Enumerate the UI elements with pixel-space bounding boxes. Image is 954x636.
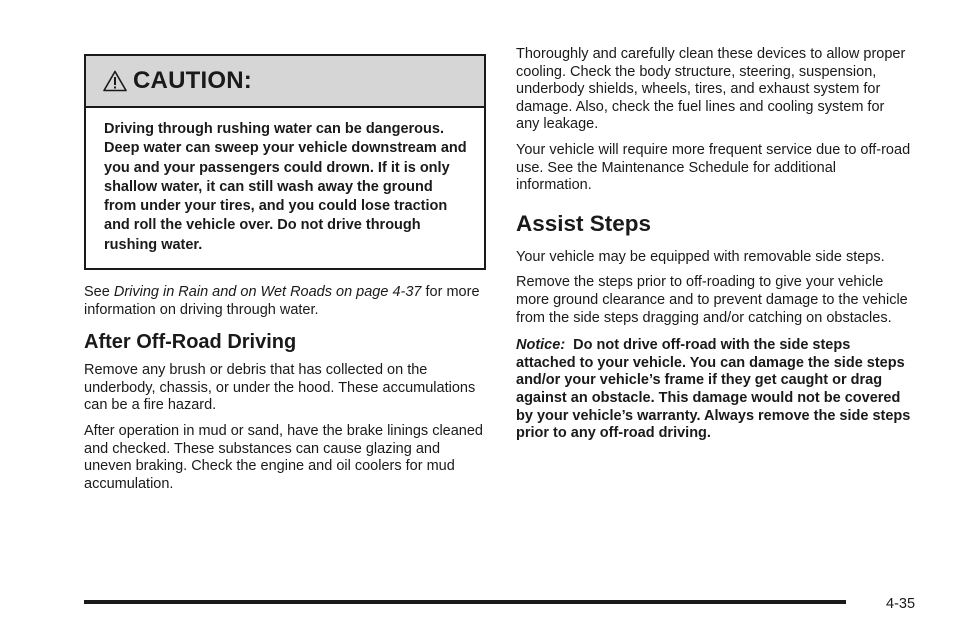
page-number: 4-35	[886, 596, 916, 612]
right-column	[516, 46, 911, 443]
caution-header	[86, 56, 484, 108]
caution-title: CAUTION:	[133, 67, 252, 94]
service-paragraph: Your vehicle will require more frequent service due to off-road use. See the Maintenance Schedule for additional information.	[516, 141, 911, 194]
see-reference	[84, 284, 486, 319]
assist-steps-heading: Assist Steps	[516, 210, 652, 236]
assist-steps-paragraph-1: Your vehicle may be equipped with removable side steps.	[516, 248, 885, 265]
footer-rule	[84, 600, 846, 604]
notice-label: Notice:	[516, 337, 566, 354]
notice-paragraph	[516, 337, 911, 443]
see-prefix: See	[84, 284, 114, 301]
notice-text: Do not drive off-road with the side steps attached to your vehicle. You can damage the side steps and/or your vehicle’s frame if they get caught or drag against an obstacle. This damage would not be covered by your vehicle’s warranty. Always remove the side steps prior to any off-road driving.	[516, 337, 911, 442]
after-offroad-paragraph-2: After operation in mud or sand, have the brake linings cleaned and checked. These substances can cause glazing and uneven braking. Check the engine and oil coolers for mud accumulation.	[84, 423, 483, 492]
see-link-text: Driving in Rain and on Wet Roads on page 4-37	[113, 284, 422, 301]
left-column	[84, 54, 486, 493]
after-offroad-paragraph-1: Remove any brush or debris that has collected on the underbody, chassis, or under the hood. These accumulations can be a fire hazard.	[84, 362, 476, 414]
assist-steps-paragraph-2: Remove the steps prior to off-roading to give your vehicle more ground clearance and to prevent damage to the vehicle from the side steps dragging and/or catching on obstacles.	[516, 274, 908, 326]
see-suffix: for more information on driving through water.	[84, 284, 480, 318]
caution-text: Driving through rushing water can be dangerous. Deep water can sweep your vehicle downstream and you and your passengers could drown. If it is only shallow water, it can still wash away the ground from under your tires, and you could lose traction and roll the vehicle over. Do not drive through rushing water.	[104, 121, 467, 253]
cleaning-paragraph: Thoroughly and carefully clean these devices to allow proper cooling. Check the body structure, steering, suspension, underbody shields, wheels, tires, and exhaust system for damage. Also, check the fuel lines and cooling system for any leakage.	[516, 46, 906, 133]
caution-box	[84, 54, 486, 270]
after-offroad-heading: After Off-Road Driving	[84, 331, 297, 354]
warning-triangle-icon	[103, 70, 127, 92]
